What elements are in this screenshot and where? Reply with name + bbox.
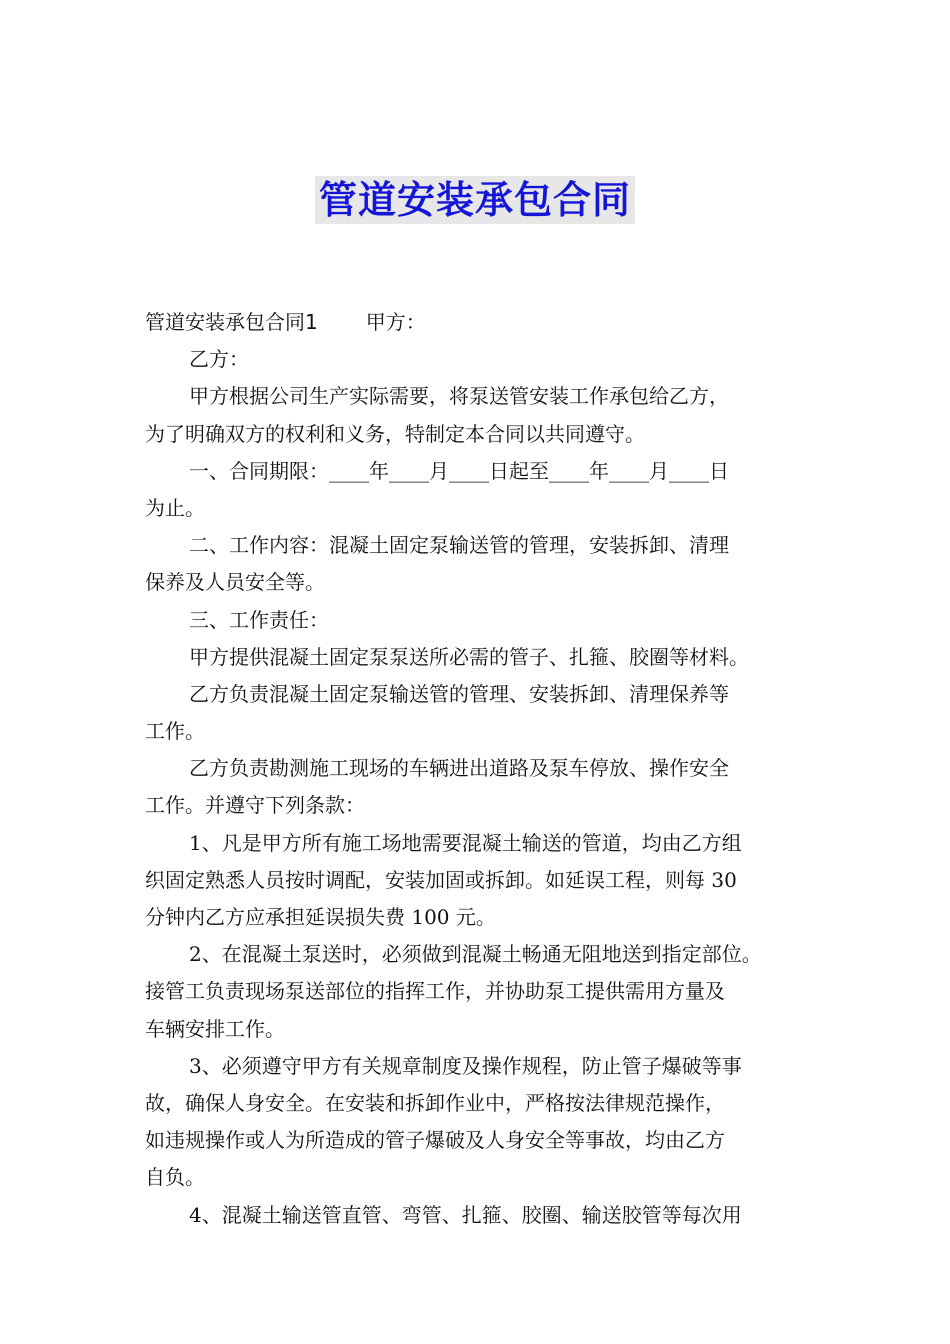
document-title: 管道安装承包合同 — [315, 176, 635, 224]
paragraph-line: 甲方根据公司生产实际需要，将泵送管安装工作承包给乙方， — [189, 384, 729, 409]
contract-number: 1 — [305, 310, 318, 334]
paragraph-line: 故，确保人身安全。在安装和拆卸作业中，严格按法律规范操作， — [145, 1090, 725, 1115]
paragraph-line: 如违规操作或人为所造成的管子爆破及人身安全等事故，均由乙方 — [145, 1128, 725, 1153]
document-body — [145, 304, 810, 1234]
paragraph-line: 车辆安排工作。 — [145, 1016, 285, 1041]
numbered-clause-2: 2、在混凝土泵送时，必须做到混凝土畅通无阻地送到指定部位。 — [189, 942, 762, 967]
title-container — [0, 176, 950, 224]
numbered-clause-3: 3、必须遵守甲方有关规章制度及操作规程，防止管子爆破等事 — [189, 1053, 742, 1078]
paragraph-line: 工作。并遵守下列条款： — [145, 793, 365, 818]
paragraph-line: 甲方提供混凝土固定泵泵送所必需的管子、扎箍、胶圈等材料。 — [189, 644, 749, 669]
paragraph-line: 为止。 — [145, 495, 205, 520]
paragraph-line: 乙方负责勘测施工现场的车辆进出道路及泵车停放、操作安全 — [189, 756, 729, 781]
intro-line — [145, 304, 810, 341]
paragraph-line: 为了明确双方的权利和义务，特制定本合同以共同遵守。 — [145, 421, 645, 446]
paragraph-line: 保养及人员安全等。 — [145, 570, 325, 595]
paragraph-line: 接管工负责现场泵送部位的指挥工作，并协助泵工提供需用方量及 — [145, 979, 725, 1004]
numbered-clause-4: 4、混凝土输送管直管、弯管、扎箍、胶圈、输送胶管等每次用 — [189, 1202, 742, 1227]
paragraph-line: 乙方负责混凝土固定泵输送管的管理、安装拆卸、清理保养等 — [189, 681, 729, 706]
clause-term-line: 一、合同期限：____年____月____日起至____年____月____日 — [189, 458, 729, 483]
paragraph-line: 织固定熟悉人员按时调配，安装加固或拆卸。如延误工程，则每 30 — [145, 867, 737, 892]
paragraph-line: 自负。 — [145, 1165, 205, 1190]
clause-content-line: 二、工作内容：混凝土固定泵输送管的管理，安装拆卸、清理 — [189, 533, 729, 558]
clause-responsibility-heading: 三、工作责任： — [189, 607, 329, 632]
numbered-clause-1: 1、凡是甲方所有施工场地需要混凝土输送的管道，均由乙方组 — [189, 830, 742, 855]
paragraph-line: 工作。 — [145, 719, 205, 744]
contract-name: 管道安装承包合同 — [145, 310, 305, 334]
party-a-label: 甲方： — [365, 310, 426, 334]
party-b-label: 乙方： — [189, 347, 249, 372]
paragraph-line: 分钟内乙方应承担延误损失费 100 元。 — [145, 905, 496, 929]
